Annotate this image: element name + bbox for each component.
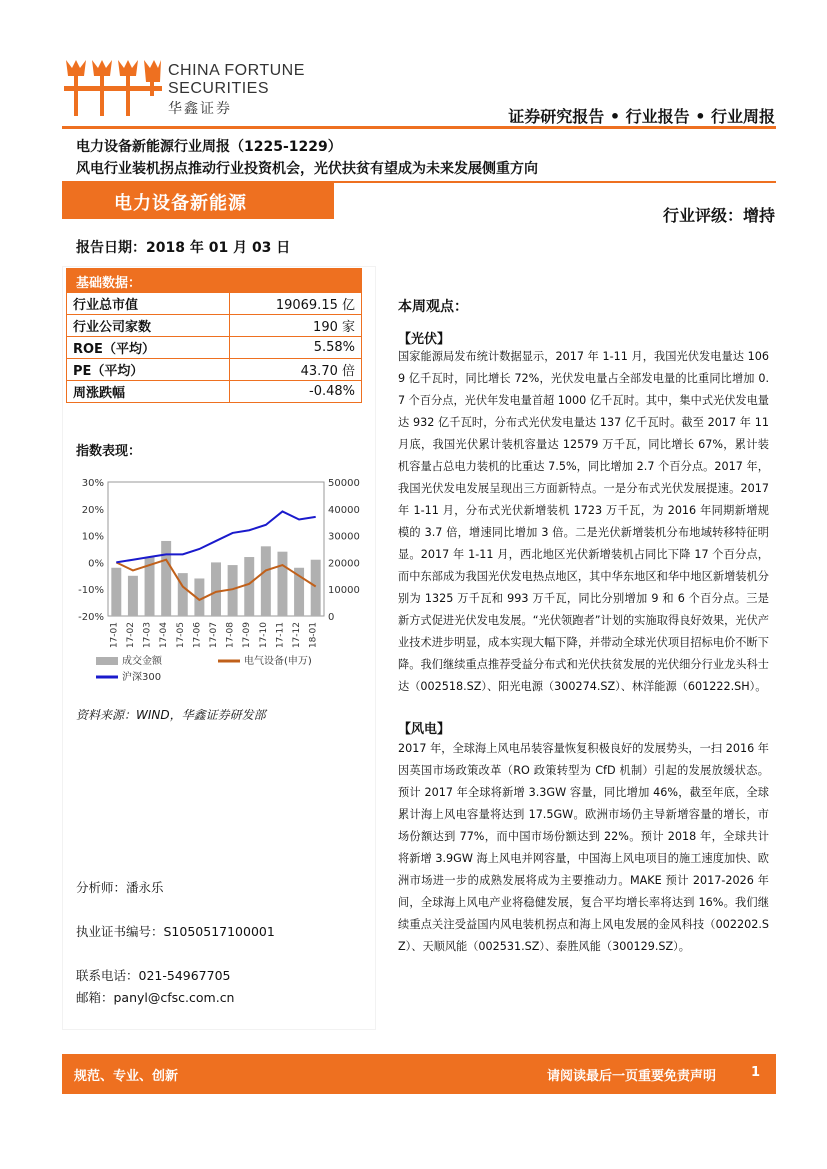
header-divider (62, 126, 776, 129)
index-performance-chart (66, 466, 366, 698)
x-tick-label: 17-02 (125, 622, 136, 649)
sector-banner (62, 181, 334, 219)
basic-data-heading-label: 基础数据： (76, 276, 142, 291)
logo-text-en-1: CHINA FORTUNE (168, 62, 305, 79)
bar-mark (211, 562, 221, 616)
footer-slogan: 规范、专业、创新 (74, 1069, 179, 1084)
x-tick-label: 17-04 (159, 622, 170, 649)
x-tick-label: 17-08 (225, 622, 236, 649)
y-right-tick-label: 10000 (328, 585, 360, 597)
y-right-tick-label: 50000 (328, 478, 360, 489)
x-tick-label: 17-06 (192, 622, 203, 649)
table-cell-value: -0.48% (230, 381, 362, 403)
logo-text-cn: 华鑫证券 (168, 101, 232, 117)
pv-paragraph: 国家能源局发布统计数据显示，2017 年 1-11 月，我国光伏发电量达 1069 亿千瓦时，同比增长 72%，光伏发电量占全部发电量的比重同比增加 0.7 个百分点，光伏年发电量首超 1000 亿千瓦时。其中，集中式光伏发电量达 932 亿千瓦时，分布式光伏发电量达 137 亿千瓦时。截至 2017 年 11 月底，我国光伏累计装机容量达 12579 万千瓦，同比增长 67%，累计装机容量占总电力装机的比重达 7.5%，同比增加 2.7 个百分点。2017 年，我国光伏发电发展呈现出三方面新特点。一是分布式光伏发展提速。2017 年 1-11 月，分布式光伏新增装机 1723 万千瓦，为 2016 年同期新增规模的 3.7 倍，增速同比增加 3 倍。二是光伏新增装机分布地域转移特征明显。2017 年 1-11 月，西北地区光伏新增装机占同比下降 17 个百分点，而中东部成为我国光伏发电热点地区，其中华东地区和华中地区新增装机分别为 1325 万千瓦和 993 万千瓦，同比分别增加 9 和 6 个百分点。三是新方式促进光伏发电发展。“光伏领跑者”计划的实施取得良好效果，光伏产业技术进步明显，成本实现大幅下降，并带动全球光伏项目招标电价不断下降。我们继续重点推荐受益分布式和光伏扶贫发展的光伏细分行业龙头科士达（002518.SZ）、阳光电源（300274.SZ）、林洋能源（601222.SH）。 (398, 350, 769, 693)
table-cell-value: 190 家 (230, 315, 362, 337)
basic-data-heading (66, 268, 362, 292)
logo-text-en-2: SECURITIES (168, 80, 270, 97)
table-cell-value: 5.58% (230, 337, 362, 359)
y-left-tick-label: 0% (88, 558, 104, 570)
banner-divider (334, 181, 776, 183)
footer-disclaimer: 请阅读最后一页重要免责声明 (546, 1069, 716, 1084)
analyst-phone: 联系电话：021-54967705 (76, 968, 231, 983)
table-row (67, 293, 362, 315)
bar-mark (311, 560, 321, 616)
report-title: 电力设备新能源行业周报（1225-1229） (76, 139, 342, 155)
legend-label-hs300: 沪深300 (122, 672, 162, 683)
table-cell-label: 行业总市值 (67, 293, 230, 315)
report-date: 报告日期：2018 年 01 月 03 日 (76, 240, 291, 256)
y-left-tick-label: 30% (81, 478, 104, 489)
sector-label: 电力设备新能源 (114, 193, 247, 214)
x-tick-label: 17-03 (142, 622, 153, 649)
legend-label-volume: 成交金额 (122, 656, 162, 667)
table-cell-value: 19069.15 亿 (230, 293, 362, 315)
industry-rating: 行业评级：增持 (662, 206, 775, 225)
index-performance-title: 指数表现： (76, 444, 142, 459)
report-category: 证券研究报告 • 行业报告 • 行业周报 (508, 107, 775, 126)
table-cell-label: 周涨跌幅 (67, 381, 230, 403)
y-right-tick-label: 0 (328, 612, 335, 623)
table-cell-label: 行业公司家数 (67, 315, 230, 337)
views-heading: 本周观点： (398, 299, 468, 315)
x-tick-label: 17-11 (275, 622, 286, 649)
company-logo-icon (62, 56, 162, 120)
legend-label-electric: 电气设备(申万) (244, 656, 312, 667)
report-subtitle: 风电行业装机拐点推动行业投资机会，光伏扶贫有望成为未来发展侧重方向 (76, 161, 538, 177)
x-tick-label: 18-01 (308, 622, 319, 649)
bar-mark (111, 568, 121, 616)
analyst-email: 邮箱：panyl@cfsc.com.cn (76, 990, 235, 1005)
table-cell-label: PE（平均） (67, 359, 230, 381)
bar-mark (161, 541, 171, 616)
section-heading-wind: 【风电】 (398, 722, 451, 737)
table-row (67, 381, 362, 403)
x-tick-label: 17-12 (292, 622, 303, 649)
wind-paragraph: 2017 年，全球海上风电吊装容量恢复积极良好的发展势头，一扫 2016 年因英国市场政策改革（RO 政策转型为 CfD 机制）引起的发展放缓状态。预计 2017 年全球将新增 3.3GW 容量，同比增加 46%，截至年底，全球累计海上风电容量将达到 17.5GW。欧洲市场仍主导新增容量的增长，市场份额达到 77%，而中国市场份额达到 22%。预计 2018 年，全球共计将新增 3.9GW 海上风电并网容量，中国海上风电项目的施工速度加快、欧洲市场进一步的成熟发展将成为主要推动力。MAKE 预计 2017-2026 年间，全球海上风电产业将稳健发展，复合平均增长率将达到 16%。我们继续重点关注受益国内风电装机拐点和海上风电发展的金风科技（002202.SZ）、天顺风能（002531.SZ）、泰胜风能（300129.SZ）。 (398, 742, 769, 953)
bar-mark (261, 546, 271, 616)
y-left-tick-label: -20% (78, 612, 104, 623)
table-cell-value: 43.70 倍 (230, 359, 362, 381)
y-left-tick-label: -10% (78, 585, 104, 597)
analyst-name: 分析师：潘永乐 (76, 880, 164, 895)
basic-data-table (66, 292, 362, 403)
x-tick-label: 17-10 (258, 622, 269, 649)
table-cell-label: ROE（平均） (67, 337, 230, 359)
x-tick-label: 17-09 (242, 622, 253, 649)
legend-swatch-volume (96, 657, 118, 665)
section-heading-pv: 【光伏】 (398, 332, 451, 347)
table-row (67, 359, 362, 381)
page-footer (62, 1054, 776, 1094)
x-tick-label: 17-05 (175, 622, 186, 649)
page-number: 1 (750, 1065, 760, 1080)
y-left-tick-label: 20% (81, 504, 104, 516)
table-row (67, 337, 362, 359)
analyst-cert: 执业证书编号：S1050517100001 (76, 924, 275, 939)
y-right-tick-label: 20000 (328, 558, 360, 570)
y-left-tick-label: 10% (81, 531, 104, 543)
table-row (67, 315, 362, 337)
bar-mark (128, 576, 138, 616)
bar-mark (244, 557, 254, 616)
y-right-tick-label: 30000 (328, 531, 360, 543)
y-right-tick-label: 40000 (328, 504, 360, 516)
chart-source: 资料来源：WIND，华鑫证券研发部 (76, 708, 266, 722)
x-tick-label: 17-01 (109, 622, 120, 649)
bar-mark (277, 552, 287, 616)
x-tick-label: 17-07 (209, 622, 219, 649)
